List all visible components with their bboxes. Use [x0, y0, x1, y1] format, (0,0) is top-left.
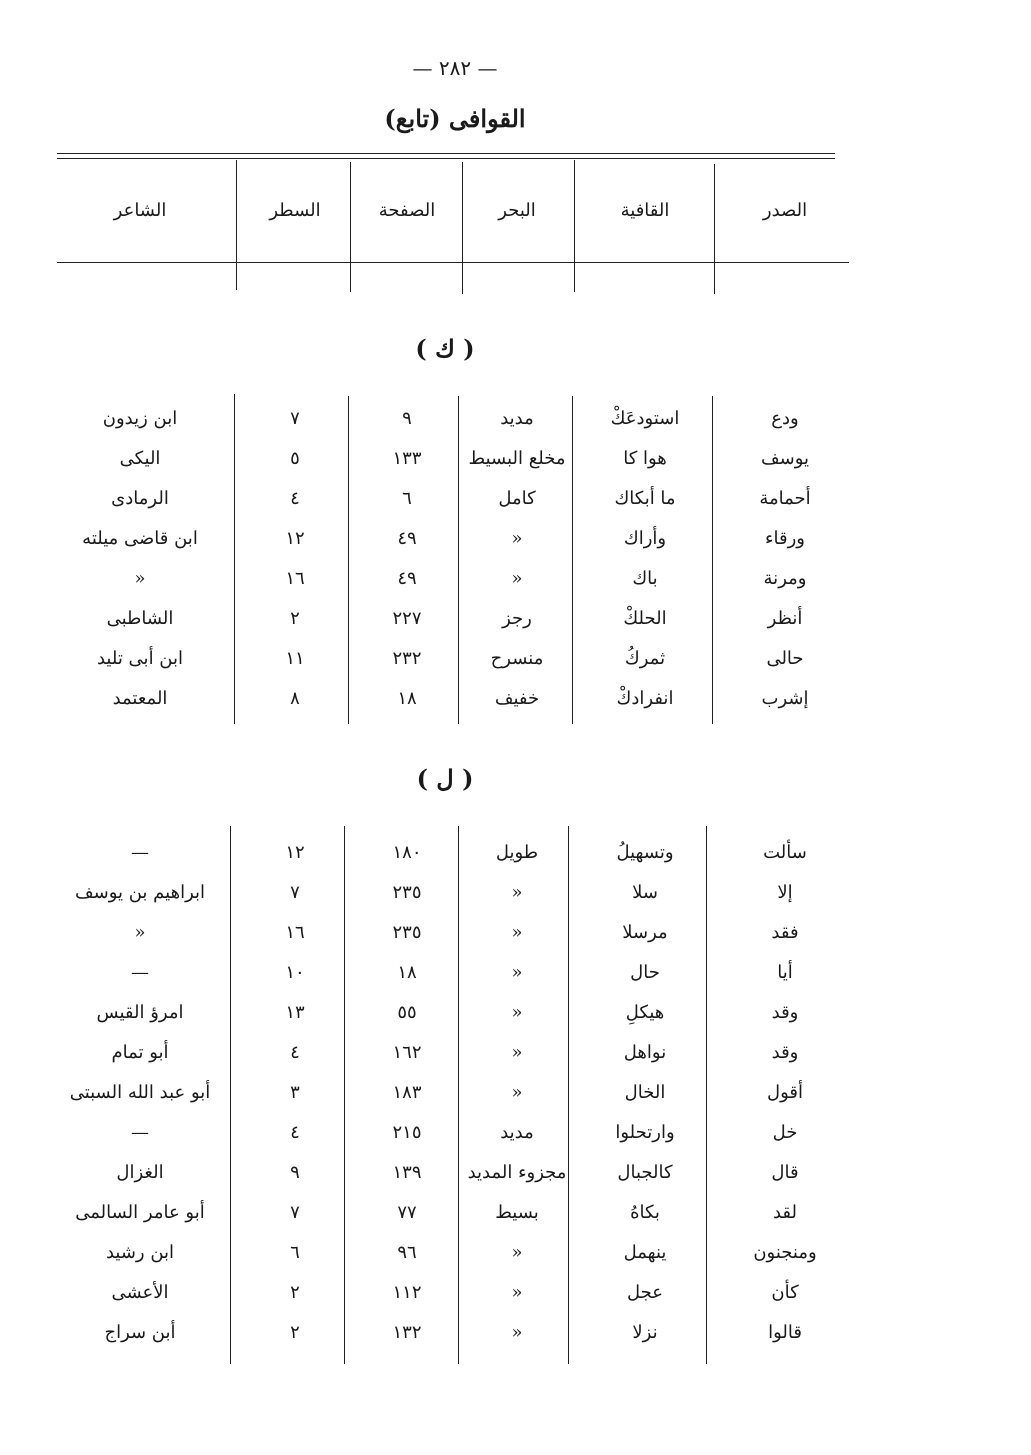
cell-sadr: ومرنة — [763, 568, 807, 589]
cell-line: ٢ — [290, 1282, 300, 1303]
cell-bahr: رجز — [502, 608, 532, 629]
cell-line: ٧ — [290, 882, 300, 903]
table-row — [0, 1242, 1031, 1278]
cell-line: ٢ — [290, 608, 300, 629]
cell-line: ١١ — [285, 648, 305, 669]
cell-poet: الأعشى — [111, 1282, 169, 1303]
cell-page: ٢١٥ — [392, 1122, 422, 1143]
cell-page: ١٣٩ — [392, 1162, 422, 1183]
cell-page: ١٨ — [397, 962, 417, 983]
header-divider — [574, 160, 575, 292]
cell-sadr: لقد — [772, 1202, 798, 1223]
cell-poet: — — [131, 1122, 149, 1143]
table-row — [0, 842, 1031, 878]
table-row — [0, 882, 1031, 918]
header-top-rule-2 — [57, 158, 835, 159]
section-letter-lam: ( ل ) — [416, 764, 474, 793]
table-row — [0, 1082, 1031, 1118]
cell-poet: المعتمد — [112, 688, 168, 709]
cell-poet: « — [134, 922, 146, 943]
cell-qafia: كالجبال — [617, 1162, 673, 1183]
cell-bahr: « — [511, 1322, 523, 1343]
cell-page: ٤٩ — [397, 568, 417, 589]
cell-page: ١٨ — [397, 688, 417, 709]
cell-qafia: ينهمل — [623, 1242, 667, 1263]
cell-line: ٦ — [290, 1242, 300, 1263]
cell-qafia: ثمركُ — [624, 648, 666, 669]
cell-bahr: مديد — [500, 408, 534, 429]
cell-bahr: « — [511, 1282, 523, 1303]
cell-qafia: نواهل — [623, 1042, 667, 1063]
cell-bahr: « — [511, 1042, 523, 1063]
cell-line: ١٠ — [285, 962, 305, 983]
cell-qafia: سلا — [632, 882, 658, 903]
cell-qafia: الحلكْ — [623, 608, 667, 629]
cell-qafia: استودعَكْ — [610, 408, 680, 429]
cell-poet: ابن أبى تليد — [96, 648, 184, 669]
cell-poet: امرؤ القيس — [96, 1002, 184, 1023]
cell-qafia: نزلا — [632, 1322, 658, 1343]
header-bottom-rule — [57, 262, 849, 263]
cell-qafia: باك — [632, 568, 658, 589]
cell-poet: أبو عبد الله السبتى — [69, 1082, 211, 1103]
cell-line: ١٢ — [285, 528, 305, 549]
table-row — [0, 568, 1031, 604]
cell-poet: ابن رشيد — [105, 1242, 175, 1263]
cell-sadr: إلا — [777, 882, 793, 903]
cell-line: ٧ — [290, 1202, 300, 1223]
cell-sadr: أقول — [767, 1082, 803, 1103]
cell-bahr: مجزوء المديد — [467, 1162, 567, 1183]
cell-page: ١٣٣ — [392, 448, 422, 469]
header-sadr: الصدر — [762, 200, 808, 221]
cell-line: ٧ — [290, 408, 300, 429]
cell-qafia: وأراك — [623, 528, 667, 549]
cell-bahr: « — [511, 882, 523, 903]
cell-sadr: قال — [771, 1162, 799, 1183]
cell-line: ١٦ — [285, 922, 305, 943]
cell-qafia: انفرادكْ — [616, 688, 674, 709]
cell-bahr: منسرح — [490, 648, 544, 669]
cell-bahr: مديد — [500, 1122, 534, 1143]
cell-qafia: بكاهُ — [630, 1202, 660, 1223]
table-row — [0, 1282, 1031, 1318]
cell-sadr: إشرب — [761, 688, 809, 709]
table-row — [0, 1162, 1031, 1198]
cell-poet: ابن زيدون — [102, 408, 178, 429]
table-row — [0, 608, 1031, 644]
cell-page: ٢٣٥ — [392, 882, 422, 903]
page-title: (تابع) القوافى — [384, 104, 526, 133]
cell-poet: أبو عامر السالمى — [75, 1202, 205, 1223]
cell-qafia: الخال — [624, 1082, 666, 1103]
table-row — [0, 528, 1031, 564]
cell-page: ١٦٢ — [392, 1042, 422, 1063]
header-top-rule — [57, 153, 835, 154]
header-divider — [236, 160, 237, 290]
cell-sadr: أنظر — [767, 608, 803, 629]
cell-poet: أبن سراج — [104, 1322, 176, 1343]
cell-qafia: وتسهيلُ — [616, 842, 674, 863]
cell-bahr: « — [511, 1242, 523, 1263]
table-row — [0, 408, 1031, 444]
header-divider — [714, 164, 715, 294]
cell-line: ٤ — [290, 1122, 300, 1143]
cell-bahr: خفيف — [494, 688, 540, 709]
table-row — [0, 962, 1031, 998]
table-row — [0, 922, 1031, 958]
cell-poet: اليكى — [119, 448, 161, 469]
header-line: السطر — [269, 200, 321, 221]
cell-page: ٥٥ — [397, 1002, 417, 1023]
cell-page: ١٣٢ — [392, 1322, 422, 1343]
cell-line: ١٦ — [285, 568, 305, 589]
cell-sadr: ودع — [771, 408, 799, 429]
cell-line: ١٢ — [285, 842, 305, 863]
header-divider — [462, 162, 463, 294]
cell-qafia: هوا كا — [623, 448, 667, 469]
cell-page: ٢٢٧ — [392, 608, 422, 629]
header-divider — [350, 162, 351, 292]
cell-line: ٥ — [290, 448, 300, 469]
table-row — [0, 1122, 1031, 1158]
cell-line: ٩ — [290, 1162, 300, 1183]
cell-sadr: ورقاء — [765, 528, 805, 549]
cell-sadr: خل — [772, 1122, 798, 1143]
cell-page: ٦ — [402, 488, 412, 509]
cell-bahr: مخلع البسيط — [468, 448, 566, 469]
table-row — [0, 648, 1031, 684]
cell-poet: الغزال — [116, 1162, 164, 1183]
cell-poet: « — [134, 568, 146, 589]
table-row — [0, 1202, 1031, 1238]
cell-bahr: طويل — [495, 842, 539, 863]
cell-sadr: أحمامة — [759, 488, 811, 509]
cell-bahr: « — [511, 962, 523, 983]
cell-bahr: « — [511, 1082, 523, 1103]
cell-qafia: وارتحلوا — [615, 1122, 675, 1143]
cell-sadr: كأن — [771, 1282, 799, 1303]
cell-bahr: بسيط — [495, 1202, 539, 1223]
cell-line: ٤ — [290, 488, 300, 509]
cell-bahr: « — [511, 568, 523, 589]
cell-qafia: عجل — [627, 1282, 663, 1303]
cell-page: ١٨٠ — [392, 842, 422, 863]
cell-poet: — — [131, 962, 149, 983]
cell-line: ٤ — [290, 1042, 300, 1063]
cell-page: ٤٩ — [397, 528, 417, 549]
cell-page: ٩٦ — [397, 1242, 417, 1263]
cell-sadr: قالوا — [768, 1322, 802, 1343]
cell-bahr: كامل — [498, 488, 536, 509]
cell-sadr: يوسف — [760, 448, 810, 469]
cell-page: ٩ — [402, 408, 412, 429]
cell-page: ١٨٣ — [392, 1082, 422, 1103]
cell-poet: — — [131, 842, 149, 863]
cell-poet: أبو تمام — [111, 1042, 169, 1063]
section-letter-kaf: ( ك ) — [415, 334, 475, 363]
cell-sadr: حالى — [766, 648, 804, 669]
cell-sadr: وقد — [771, 1042, 799, 1063]
cell-line: ٢ — [290, 1322, 300, 1343]
cell-qafia: مرسلا — [622, 922, 668, 943]
table-row — [0, 688, 1031, 724]
cell-line: ٣ — [290, 1082, 300, 1103]
page-number: — ٢٨٢ — — [412, 56, 498, 80]
cell-line: ٨ — [290, 688, 300, 709]
table-row — [0, 1322, 1031, 1358]
cell-page: ٢٣٢ — [392, 648, 422, 669]
header-bahr: البحر — [498, 200, 536, 221]
cell-poet: ابراهيم بن يوسف — [74, 882, 206, 903]
cell-qafia: هيكلِ — [625, 1002, 665, 1023]
table-row — [0, 488, 1031, 524]
table-row — [0, 1002, 1031, 1038]
cell-page: ٧٧ — [397, 1202, 417, 1223]
cell-poet: ابن قاضى ميلته — [82, 528, 198, 549]
cell-sadr: ومنجنون — [753, 1242, 817, 1263]
cell-line: ١٣ — [285, 1002, 305, 1023]
table-row — [0, 1042, 1031, 1078]
cell-poet: الشاطبى — [106, 608, 174, 629]
cell-page: ١١٢ — [392, 1282, 422, 1303]
cell-sadr: سألت — [763, 842, 807, 863]
header-qafia: القافية — [620, 200, 670, 221]
header-poet: الشاعر — [113, 200, 167, 221]
cell-page: ٢٣٥ — [392, 922, 422, 943]
header-page: الصفحة — [378, 200, 436, 221]
cell-qafia: حال — [630, 962, 660, 983]
cell-sadr: وقد — [771, 1002, 799, 1023]
table-row — [0, 448, 1031, 484]
cell-qafia: ما أبكاك — [614, 488, 676, 509]
cell-sadr: أيا — [777, 962, 793, 983]
cell-bahr: « — [511, 922, 523, 943]
cell-bahr: « — [511, 1002, 523, 1023]
cell-poet: الرمادى — [111, 488, 169, 509]
cell-bahr: « — [511, 528, 523, 549]
cell-sadr: فقد — [771, 922, 799, 943]
